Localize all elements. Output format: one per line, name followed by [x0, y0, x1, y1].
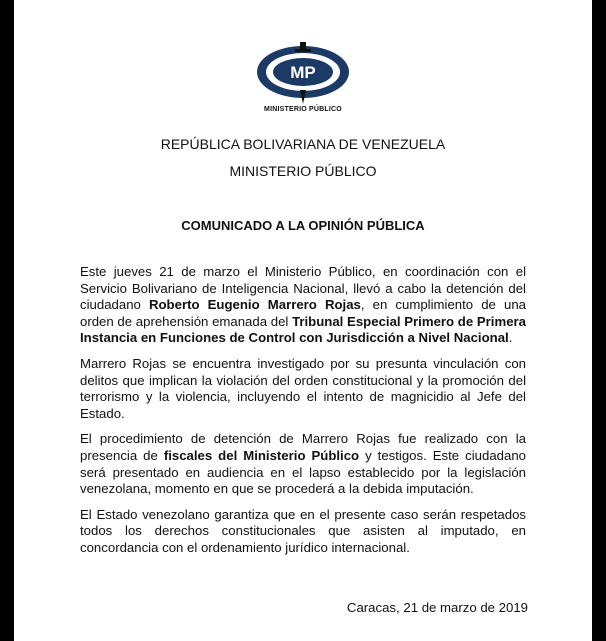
paragraph-1-text-3: .	[508, 330, 513, 346]
paragraph-2: Marrero Rojas se encuentra investigado por su presunta vinculación con delitos que implican la violación del orden constitucional y la promoción del terrorismo y la violencia, incluyendo el intento de magnicidio al Jefe del Estado.	[80, 355, 526, 421]
paragraph-1-text-2: , en cumplimiento de una orden de aprehensión emanada del	[80, 297, 526, 329]
paragraph-3-text-1: El procedimiento de detención de Marrero Rojas fue realizado con la presencia de	[80, 431, 526, 463]
logo-caption: MINISTERIO PÚBLICO	[264, 106, 342, 113]
paragraph-3-text-2: y testigos. Este ciudadano será presentado en audiencia en el lapso establecido por la legislación venezolana, momento en que se procederá a la debida imputación.	[80, 447, 526, 497]
document-page	[14, 0, 592, 641]
logo-monogram: MP	[290, 63, 316, 82]
document-body	[80, 264, 526, 566]
fiscales-emphasis: fiscales del Ministerio Público	[163, 447, 360, 463]
paragraph-1-text-1: Este jueves 21 de marzo el Ministerio Público, en coordinación con el Servicio Bolivariano de Inteligencia Nacional, llevó a cabo la detención del ciudadano	[80, 264, 526, 313]
document-date: Caracas, 21 de marzo de 2019	[346, 600, 528, 615]
header-country: REPÚBLICA BOLIVARIANA DE VENEZUELA	[160, 136, 446, 152]
header-institution: MINISTERIO PÚBLICO	[229, 163, 377, 179]
tribunal-name: Tribunal Especial Primero de Primera Instancia en Funciones de Control con Jurisdicción a Nivel Nacional	[80, 313, 526, 346]
paragraph-4: El Estado venezolano garantiza que en el presente caso serán respetados todos los derechos constitucionales que asisten al imputado, en concordancia con el ordenamiento jurídico internacional.	[80, 506, 526, 555]
page-title: COMUNICADO A LA OPINIÓN PÚBLICA	[181, 218, 425, 233]
paragraph-3	[80, 431, 526, 497]
paragraph-1	[80, 264, 526, 347]
detainee-name: Roberto Eugenio Marrero Rojas	[148, 297, 361, 313]
